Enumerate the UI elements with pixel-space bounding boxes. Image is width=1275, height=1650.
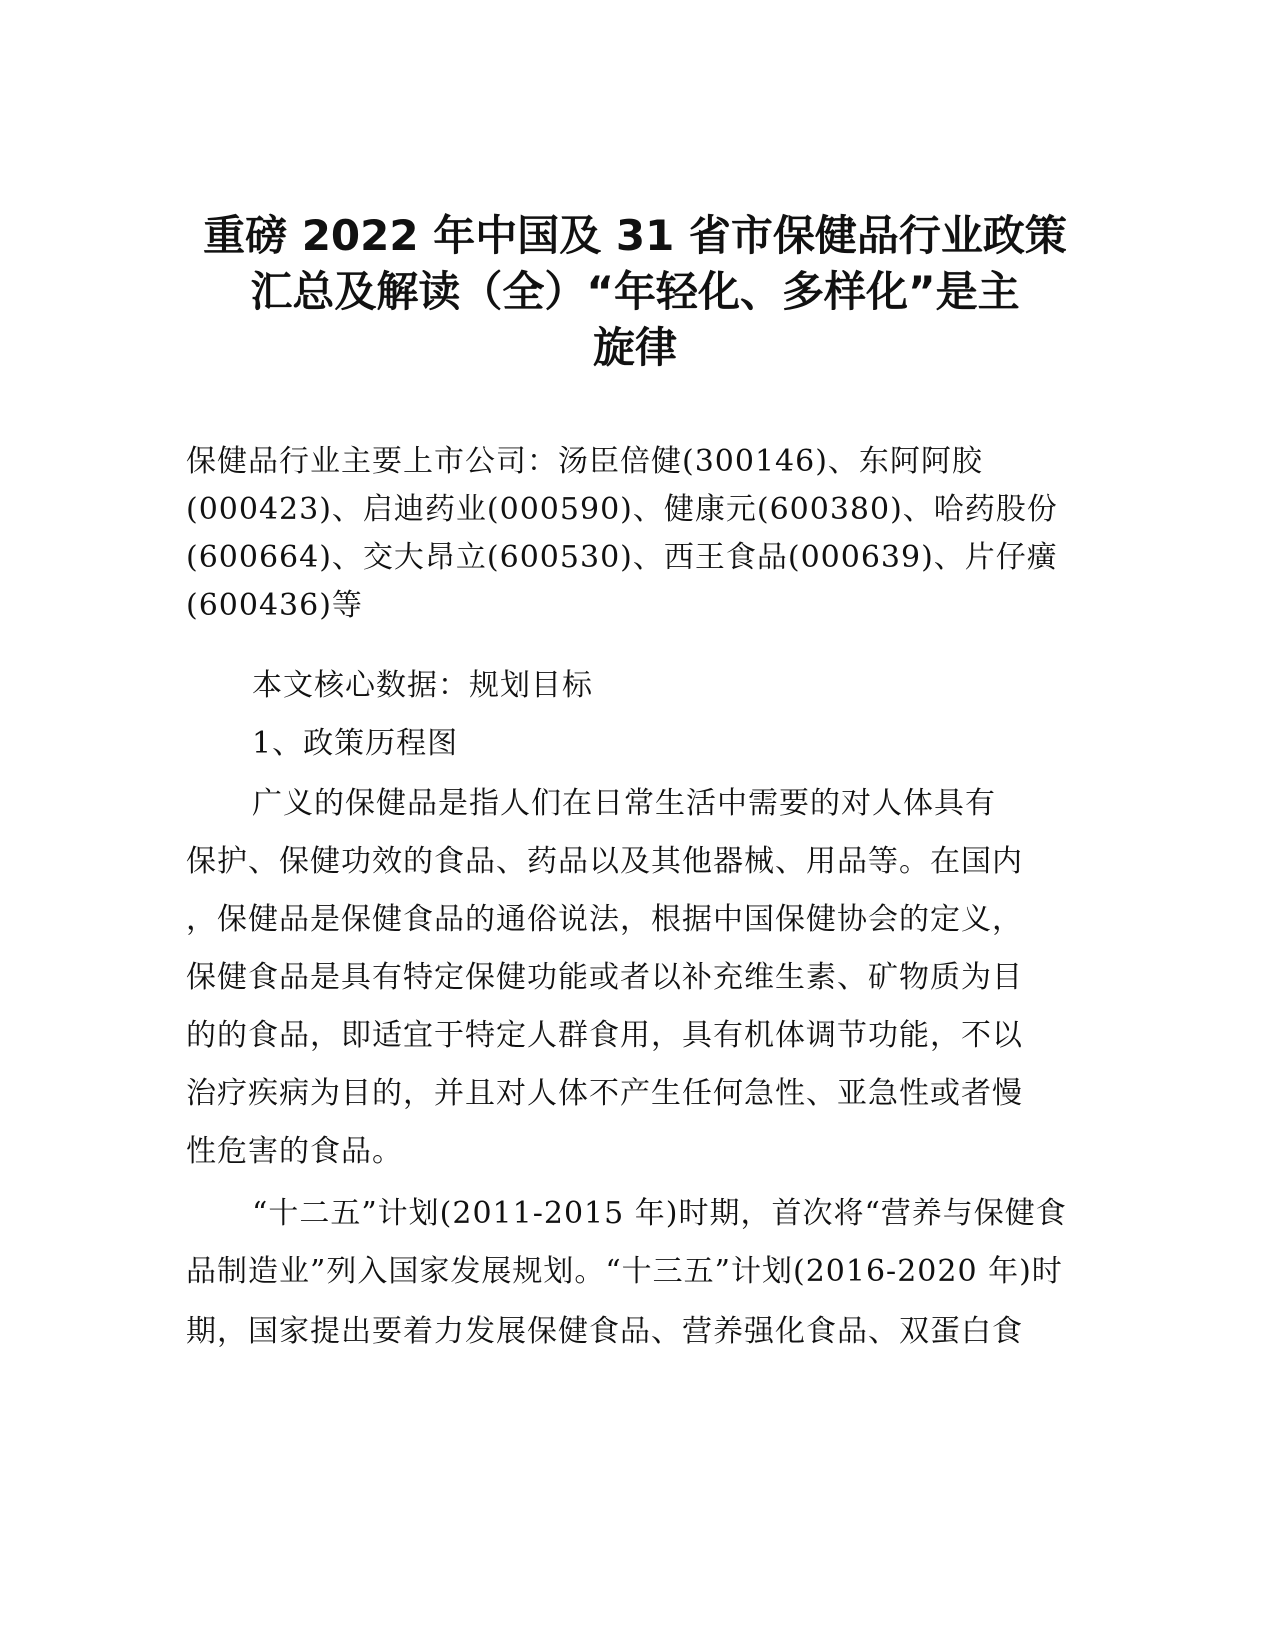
companies-line-3: (600664)、交大昂立(600530)、西王食品(000639)、片仔癀 <box>186 540 1058 575</box>
companies-line-4: (600436)等 <box>186 588 363 623</box>
paragraph1-line-1: 广义的保健品是指人们在日常生活中需要的对人体具有 <box>252 786 996 821</box>
paragraph1-line-5: 的的食品，即适宜于特定人群食用，具有机体调节功能，不以 <box>186 1018 1023 1053</box>
title-line-3: 旋律 <box>592 323 677 372</box>
core-data-line: 本文核心数据：规划目标 <box>252 668 593 703</box>
paragraph2-line-2: 品制造业”列入国家发展规划。“十三五”计划(2016-2020 年)时 <box>186 1254 1063 1289</box>
paragraph1-line-3: ，保健品是保健食品的通俗说法，根据中国保健协会的定义， <box>186 902 1023 937</box>
paragraph1-line-7: 性危害的食品。 <box>186 1134 403 1169</box>
title-line-2: 汇总及解读（全）“年轻化、多样化”是主 <box>250 267 1020 316</box>
paragraph2-line-3: 期，国家提出要着力发展保健食品、营养强化食品、双蛋白食 <box>186 1314 1023 1349</box>
title-line-1: 重磅 2022 年中国及 31 省市保健品行业政策 <box>203 211 1067 260</box>
paragraph1-line-2: 保护、保健功效的食品、药品以及其他器械、用品等。在国内 <box>186 844 1023 879</box>
paragraph2-line-1: “十二五”计划(2011-2015 年)时期，首次将“营养与保健食 <box>252 1196 1067 1231</box>
companies-line-1: 保健品行业主要上市公司：汤臣倍健(300146)、东阿阿胶 <box>186 444 983 479</box>
companies-line-2: (000423)、启迪药业(000590)、健康元(600380)、哈药股份 <box>186 492 1058 527</box>
section-heading: 1、政策历程图 <box>252 726 459 761</box>
document-title <box>190 208 1080 376</box>
paragraph1-line-4: 保健食品是具有特定保健功能或者以补充维生素、矿物质为目 <box>186 960 1023 995</box>
paragraph1-line-6: 治疗疾病为目的，并且对人体不产生任何急性、亚急性或者慢 <box>186 1076 1023 1111</box>
